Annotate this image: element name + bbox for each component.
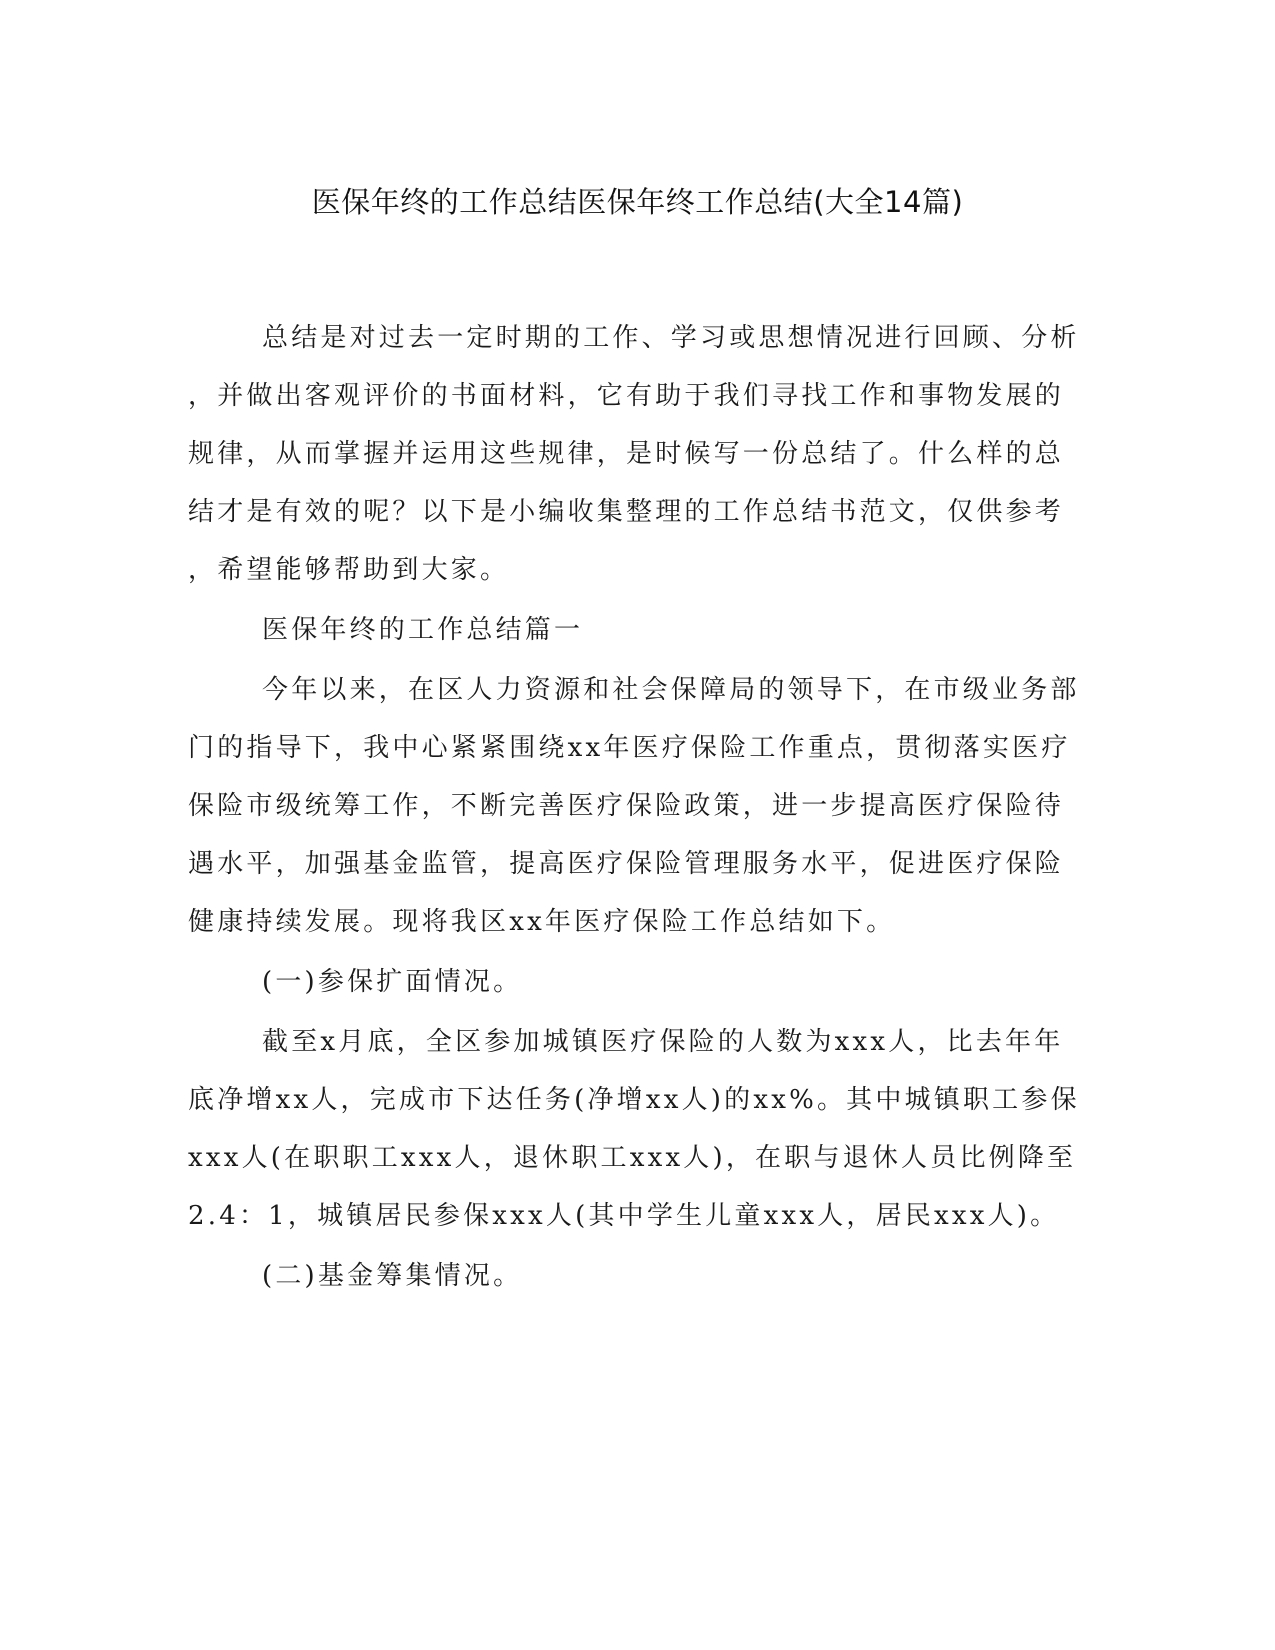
paragraph-line: xxx人(在职职工xxx人，退休职工xxx人)，在职与退休人员比例降至 bbox=[188, 1143, 1077, 1173]
subsection-heading: (二)基金筹集情况。 bbox=[262, 1261, 523, 1291]
paragraph-line: 今年以来，在区人力资源和社会保障局的领导下，在市级业务部 bbox=[262, 675, 1080, 705]
paragraph-line: 总结是对过去一定时期的工作、学习或思想情况进行回顾、分析 bbox=[262, 323, 1080, 353]
document-title: 医保年终的工作总结医保年终工作总结(大全14篇) bbox=[311, 185, 964, 219]
paragraph-line: 截至x月底，全区参加城镇医疗保险的人数为xxx人，比去年年 bbox=[262, 1027, 1064, 1057]
paragraph-line: 健康持续发展。现将我区xx年医疗保险工作总结如下。 bbox=[188, 907, 896, 937]
paragraph-line: 结才是有效的呢？以下是小编收集整理的工作总结书范文，仅供参考 bbox=[188, 497, 1065, 527]
subsection-heading: (一)参保扩面情况。 bbox=[262, 967, 523, 997]
paragraph-line: 保险市级统筹工作，不断完善医疗保险政策，进一步提高医疗保险待 bbox=[188, 791, 1065, 821]
paragraph-line: 门的指导下，我中心紧紧围绕xx年医疗保险工作重点，贯彻落实医疗 bbox=[188, 733, 1071, 763]
paragraph-line: 规律，从而掌握并运用这些规律，是时候写一份总结了。什么样的总 bbox=[188, 439, 1065, 469]
paragraph-line: ，并做出客观评价的书面材料，它有助于我们寻找工作和事物发展的 bbox=[188, 381, 1065, 411]
paragraph-line: 2.4：1，城镇居民参保xxx人(其中学生儿童xxx人，居民xxx人)。 bbox=[188, 1201, 1060, 1231]
paragraph-line: ，希望能够帮助到大家。 bbox=[188, 555, 510, 585]
paragraph-line: 遇水平，加强基金监管，提高医疗保险管理服务水平，促进医疗保险 bbox=[188, 849, 1065, 879]
section-heading: 医保年终的工作总结篇一 bbox=[262, 615, 584, 645]
paragraph-line: 底净增xx人，完成市下达任务(净增xx人)的xx%。其中城镇职工参保 bbox=[188, 1085, 1080, 1115]
